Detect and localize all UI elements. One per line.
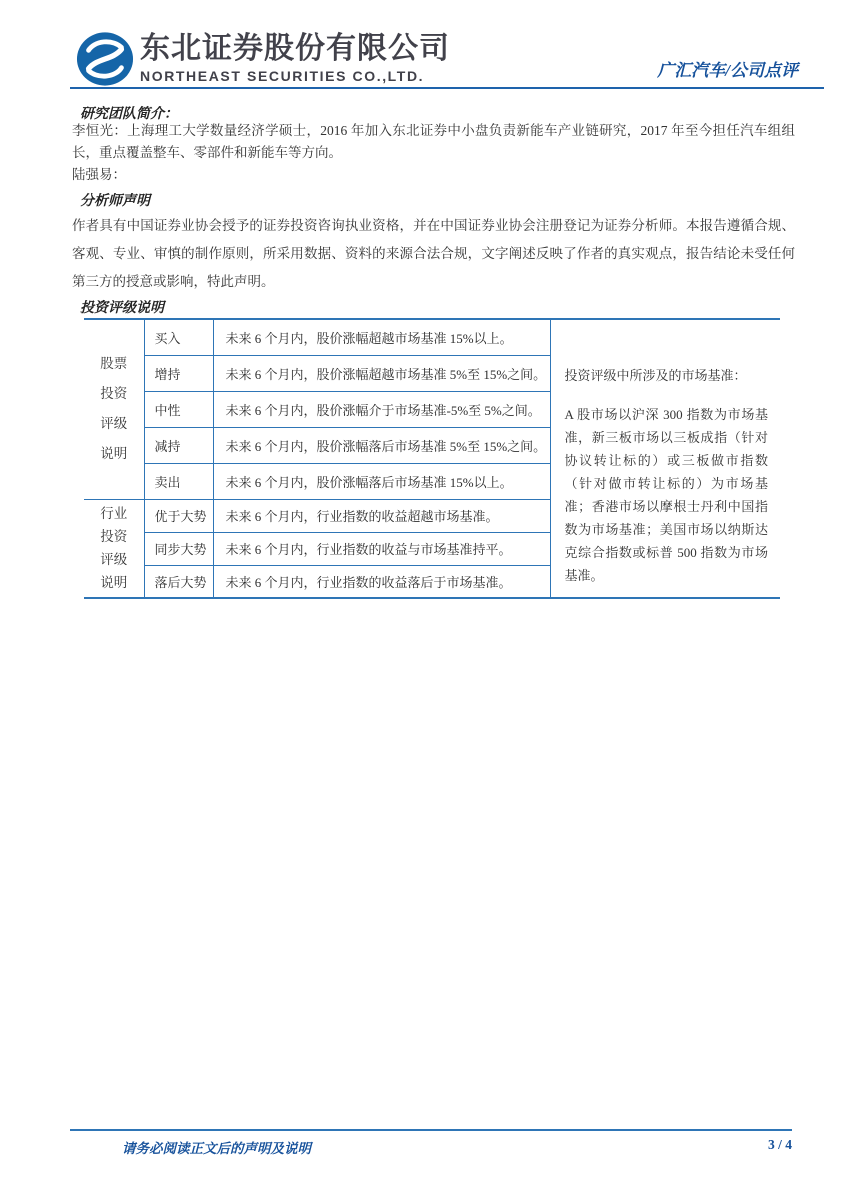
rating-description: 未来 6 个月内，股价涨幅落后市场基准 15%以上。 [213,463,550,499]
rating-label: 同步大势 [144,532,213,565]
group-label-line: 股票 [100,356,128,372]
stock-rating-group-label [84,319,144,499]
rating-label: 落后大势 [144,565,213,598]
group-label-line: 投资 [100,529,128,545]
company-name-cn: 东北证券股份有限公司 [140,32,450,65]
rating-label: 卖出 [144,463,213,499]
industry-rating-group-label [84,499,144,598]
team-intro-heading: 研究团队简介： [80,107,178,122]
rating-description: 未来 6 个月内，行业指数的收益落后于市场基准。 [213,565,550,598]
page-header [70,30,824,89]
group-label-line: 投资 [100,386,128,402]
benchmark-note-title: 投资评级中所涉及的市场基准： [564,368,747,383]
footer-disclaimer: 请务必阅读正文后的声明及说明 [122,1141,311,1156]
analyst-name-line: 陆强易： [72,167,126,182]
northeast-securities-logo-icon [76,30,134,88]
report-category-tag: 广汇汽车/公司点评 [657,61,798,80]
rating-section-heading: 投资评级说明 [80,301,164,316]
analyst-bio-paragraph: 李恒光：上海理工大学数量经济学硕士，2016 年加入东北证券中小盘负责新能车产业链研究，2017 年至今担任汽车组组长，重点覆盖整车、零部件和新能车等方向。 [72,123,795,160]
rating-description: 未来 6 个月内，行业指数的收益超越市场基准。 [213,499,550,532]
rating-label: 增持 [144,355,213,391]
group-label-line: 行业 [100,506,128,522]
table-row [84,319,780,355]
brand-block [140,32,450,84]
rating-table [84,318,780,599]
benchmark-note-body: A 股市场以沪深 300 指数为市场基准，新三板市场以三板成指（针对协议转让标的）或三板做市指数（针对做市转让标的）为市场基准；香港市场以摩根士丹利中国指数为市场基准；美国市场以纳斯达克综合指数或标普 500 指数为市场基准。 [564,407,768,583]
rating-label: 买入 [144,319,213,355]
rating-description: 未来 6 个月内，行业指数的收益与市场基准持平。 [213,532,550,565]
rating-label: 中性 [144,391,213,427]
benchmark-note-cell [550,319,780,598]
rating-description: 未来 6 个月内，股价涨幅落后市场基准 5%至 15%之间。 [213,427,550,463]
analyst-statement-paragraph: 作者具有中国证券业协会授予的证券投资咨询执业资格，并在中国证券业协会注册登记为证券分析师。本报告遵循合规、客观、专业、审慎的制作原则，所采用数据、资料的来源合法合规，文字阐述反映了作者的真实观点，报告结论未受任何第三方的授意或影响，特此声明。 [72,218,795,289]
group-label-line: 说明 [100,446,128,462]
rating-description: 未来 6 个月内，股价涨幅超越市场基准 5%至 15%之间。 [213,355,550,391]
group-label-line: 评级 [100,552,128,568]
rating-label: 优于大势 [144,499,213,532]
page-number: 3 / 4 [767,1137,792,1152]
group-label-line: 说明 [100,575,128,591]
analyst-statement-heading: 分析师声明 [80,194,150,209]
rating-label: 减持 [144,427,213,463]
rating-description: 未来 6 个月内，股价涨幅超越市场基准 15%以上。 [213,319,550,355]
group-label-line: 评级 [100,416,128,432]
company-name-en: NORTHEAST SECURITIES CO.,LTD. [140,68,425,84]
rating-description: 未来 6 个月内，股价涨幅介于市场基准-5%至 5%之间。 [213,391,550,427]
footer-divider [70,1129,792,1131]
